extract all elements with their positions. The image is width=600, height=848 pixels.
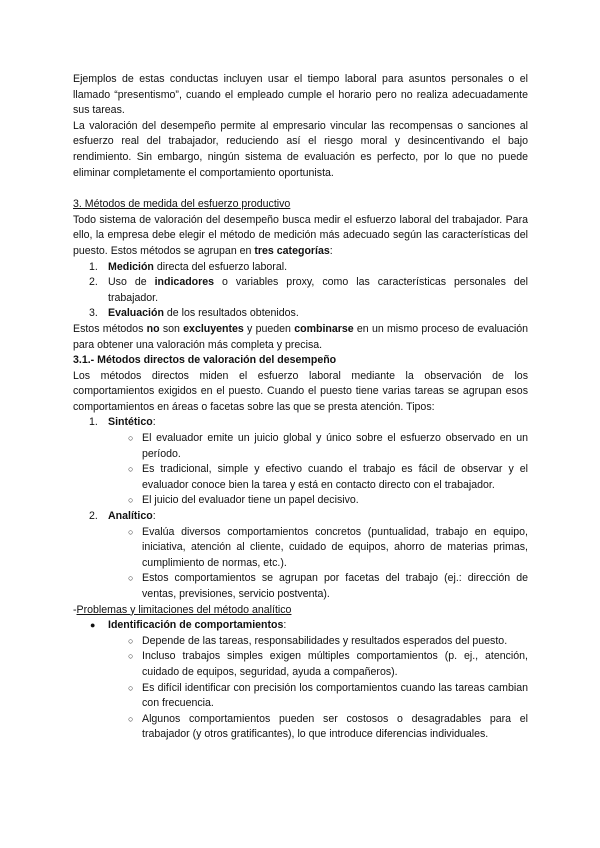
list-number: 1.	[89, 416, 98, 429]
intro-paragraph-1: Ejemplos de estas conductas incluyen usar el tiempo laboral para asuntos personales o el llamado “presentismo”, cuando el empleado cumple el horario pero no realiza adecuadamente sus tareas.	[73, 73, 528, 117]
closing-bold: combinarse	[294, 322, 354, 335]
bullet-text: Es difícil identificar con precisión los comportamientos cuando las tareas cambian con frecuencia.	[142, 681, 528, 710]
section-3-title: 3. Métodos de medida del esfuerzo productivo	[73, 198, 291, 211]
problem-heading-text: Identificación de comportamientos	[108, 619, 284, 632]
problem-heading-colon: :	[283, 619, 287, 632]
categories-list	[73, 260, 528, 322]
list-item	[73, 634, 528, 650]
list-number: 2.	[89, 276, 98, 289]
category-text: directa del esfuerzo laboral.	[153, 260, 288, 273]
type-name: Sintético	[108, 416, 153, 429]
section-3-bold: tres categorías	[254, 244, 330, 257]
problems-prefix: -	[73, 603, 77, 616]
category-bold: Evaluación	[108, 307, 164, 320]
section-3-colon: :	[329, 244, 333, 257]
type-bullets	[73, 431, 528, 509]
hollow-bullet-icon: ○	[128, 526, 134, 537]
list-item	[73, 462, 528, 493]
section-3-1-paragraph: Los métodos directos miden el esfuerzo laboral mediante la observación de los comportamientos exigidos en el puesto. Cuando el puesto tiene varias tareas se agrupan esos comportamientos en áreas o facetas sobre las que se presta atención. Tipos:	[73, 369, 528, 413]
list-item	[73, 681, 528, 712]
closing-text: Estos métodos	[73, 322, 147, 335]
bullet-text: Evalúa diversos comportamientos concretos (puntualidad, trabajo en equipo, iniciativa, atención al cliente, cuidado de equipos, ahorro de materias primas, cumplimiento de normas, etc.).	[142, 525, 528, 569]
problem-heading	[73, 618, 528, 634]
type-bullets	[73, 525, 528, 603]
category-item-2	[73, 275, 528, 306]
types-list	[73, 415, 528, 602]
problems-list	[73, 618, 528, 743]
list-number: 2.	[89, 510, 98, 523]
problems-title	[73, 603, 528, 619]
closing-text: son	[159, 322, 184, 335]
hollow-bullet-icon: ○	[128, 464, 134, 475]
bullet-text: Estos comportamientos se agrupan por facetas del trabajo (ej.: dirección de ventas, previsiones, servicio postventa).	[142, 572, 528, 600]
hollow-bullet-icon: ○	[128, 713, 134, 724]
problems-title-text: Problemas y limitaciones del método analítico	[76, 603, 292, 616]
hollow-bullet-icon: ○	[128, 573, 134, 584]
document-page	[73, 72, 528, 743]
type-name: Analítico	[108, 510, 153, 523]
problem-item	[73, 618, 528, 743]
category-item-1	[73, 260, 528, 276]
bullet-text: El evaluador emite un juicio global y único sobre el esfuerzo observado en un período.	[142, 432, 528, 460]
hollow-bullet-icon: ○	[128, 682, 134, 693]
section-3-text: Todo sistema de valoración del desempeño busca medir el esfuerzo laboral del trabajador. Para ello, la empresa debe elegir el método de medición más adecuado según las características del puesto. Estos métodos se agrupan en	[73, 213, 528, 257]
list-item	[73, 712, 528, 743]
list-item	[73, 571, 528, 602]
hollow-bullet-icon: ○	[128, 635, 134, 646]
bullet-text: Es tradicional, simple y efectivo cuando el trabajo es fácil de observar y el evaluador conoce bien la tarea y está en contacto directo con el trabajador.	[142, 463, 528, 491]
category-bold: indicadores	[154, 276, 215, 289]
list-item	[73, 525, 528, 572]
bullet-text: Incluso trabajos simples exigen múltiples comportamientos (p. ej., atención, cuidado de equipos, seguridad, ayuda a compañeros).	[142, 650, 528, 678]
category-bold: Medición	[108, 260, 154, 273]
category-text: de los resultados obtenidos.	[163, 307, 299, 320]
type-item-sintetico	[73, 415, 528, 509]
list-item	[73, 493, 528, 509]
bullet-text: Depende de las tareas, responsabilidades y resultados esperados del puesto.	[142, 634, 508, 647]
section-3-paragraph	[73, 213, 528, 260]
list-item	[73, 649, 528, 680]
problem-bullets	[73, 634, 528, 743]
category-item-3	[73, 306, 528, 322]
list-number: 1.	[89, 260, 98, 273]
hollow-bullet-icon: ○	[128, 433, 134, 444]
spacer	[73, 181, 528, 197]
type-colon: :	[152, 510, 156, 523]
hollow-bullet-icon: ○	[128, 651, 134, 662]
section-3-1-title: 3.1.- Métodos directos de valoración del desempeño	[73, 354, 337, 367]
closing-text: en un mismo proceso de evaluación para obtener una valoración más completa y precisa.	[73, 322, 529, 351]
closing-bold: excluyentes	[183, 322, 244, 335]
type-heading	[73, 509, 528, 525]
intro-paragraph-2: La valoración del desempeño permite al empresario vincular las recompensas o sanciones al esfuerzo real del trabajador, reduciendo así el riesgo moral y desincentivando el bajo rendimiento. Sin embargo, ningún sistema de evaluación es perfecto, por lo que no puede eliminar completamente el comportamiento oportunista.	[73, 119, 528, 179]
closing-bold: no	[146, 322, 160, 335]
type-colon: :	[152, 416, 156, 429]
type-heading	[73, 415, 528, 431]
filled-bullet-icon: ●	[90, 620, 96, 631]
list-item	[73, 431, 528, 462]
hollow-bullet-icon: ○	[128, 495, 134, 506]
closing-paragraph	[73, 322, 528, 353]
category-pre: Uso de	[108, 276, 155, 289]
closing-text: y pueden	[243, 322, 295, 335]
bullet-text: Algunos comportamientos pueden ser costosos o desagradables para el trabajador (y otros gratificantes), lo que introduce diferencias individuales.	[142, 712, 528, 741]
bullet-text: El juicio del evaluador tiene un papel decisivo.	[142, 494, 359, 507]
list-number: 3.	[89, 307, 98, 320]
type-item-analitico	[73, 509, 528, 603]
category-text: o variables proxy, como las características personales del trabajador.	[108, 276, 528, 304]
